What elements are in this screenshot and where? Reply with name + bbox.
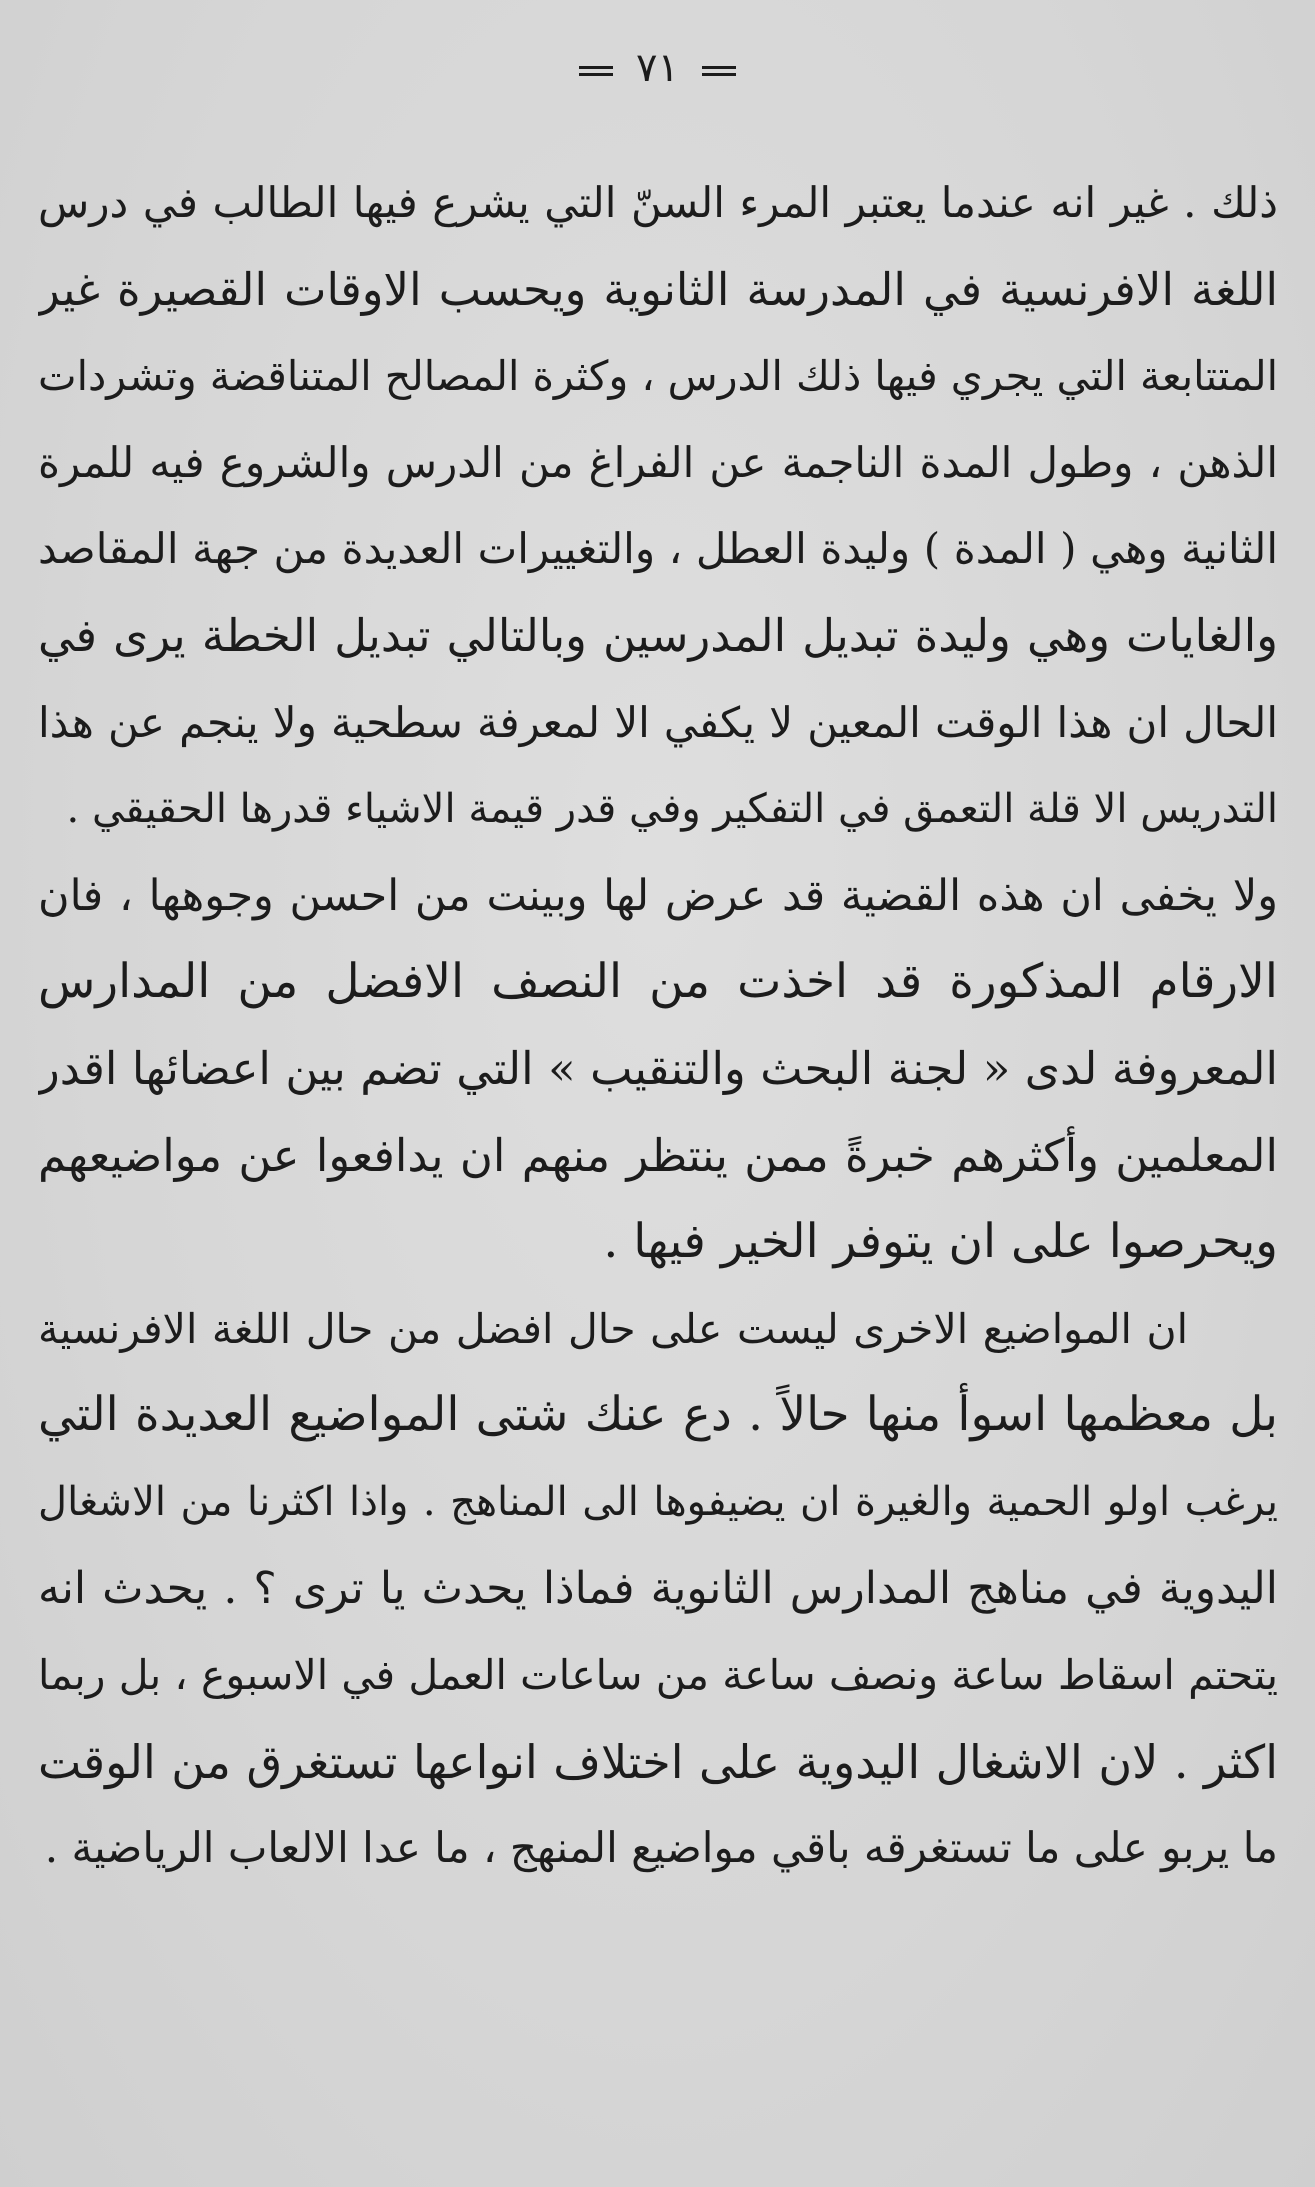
text-line: يتحتم اسقاط ساعة ونصف ساعة من ساعات العمل في الاسبوع ، بل ربما	[38, 1651, 1278, 1700]
text-line: المتتابعة التي يجري فيها ذلك الدرس ، وكثرة المصالح المتناقضة وتشردات	[38, 352, 1278, 401]
page-number-dash-right	[702, 66, 736, 76]
page-number-dash-left	[579, 66, 613, 76]
text-line: يرغب اولو الحمية والغيرة ان يضيفوها الى المناهج . واذا اكثرنا من الاشغال	[38, 1478, 1278, 1525]
text-line: ان المواضيع الاخرى ليست على حال افضل من حال اللغة الافرنسية	[38, 1304, 1188, 1353]
text-line: الذهن ، وطول المدة الناجمة عن الفراغ من الدرس والشروع فيه للمرة	[38, 437, 1278, 487]
body-text	[38, 160, 1278, 1892]
text-line: التدريس الا قلة التعمق في التفكير وفي قدر قيمة الاشياء قدرها الحقيقي .	[66, 786, 1278, 833]
text-line: المعروفة لدى « لجنة البحث والتنقيب » التي تضم بين اعضائها اقدر	[38, 1041, 1278, 1095]
page-number-text: ٧١	[636, 45, 679, 91]
text-line: والغايات وهي وليدة تبديل المدرسين وبالتالي تبديل الخطة يرى في	[38, 608, 1278, 662]
page-number	[0, 38, 1315, 98]
text-line: اليدوية في مناهج المدارس الثانوية فماذا يحدث يا ترى ؟ . يحدث انه	[38, 1562, 1278, 1614]
text-line: الثانية وهي ( المدة ) وليدة العطل ، والتغييرات العديدة من جهة المقاصد	[38, 524, 1278, 574]
text-line: اللغة الافرنسية في المدرسة الثانوية ويحسب الاوقات القصيرة غير	[38, 262, 1278, 316]
text-line: ما يربو على ما تستغرقه باقي مواضيع المنهج ، ما عدا الالعاب الرياضية .	[44, 1823, 1278, 1873]
text-line: بل معظمها اسوأ منها حالاً . دع عنك شتى المواضيع العديدة التي	[38, 1387, 1278, 1443]
text-line: الحال ان هذا الوقت المعين لا يكفي الا لمعرفة سطحية ولا ينجم عن هذا	[38, 697, 1278, 747]
text-line: الارقام المذكورة قد اخذت من النصف الافضل من المدارس	[38, 954, 1278, 1010]
text-line: اكثر . لان الاشغال اليدوية على اختلاف انواعها تستغرق من الوقت	[38, 1734, 1278, 1789]
text-line: ولا يخفى ان هذه القضية قد عرض لها وبينت من احسن وجوهها ، فان	[38, 870, 1278, 921]
text-line: المعلمين وأكثرهم خبرةً ممن ينتظر منهم ان يدافعوا عن مواضيعهم	[38, 1128, 1278, 1182]
text-line: ذلك . غير انه عندما يعتبر المرء السنّ التي يشرع فيها الطالب في درس	[38, 178, 1278, 227]
text-line: ويحرصوا على ان يتوفر الخير فيها .	[603, 1214, 1278, 1270]
